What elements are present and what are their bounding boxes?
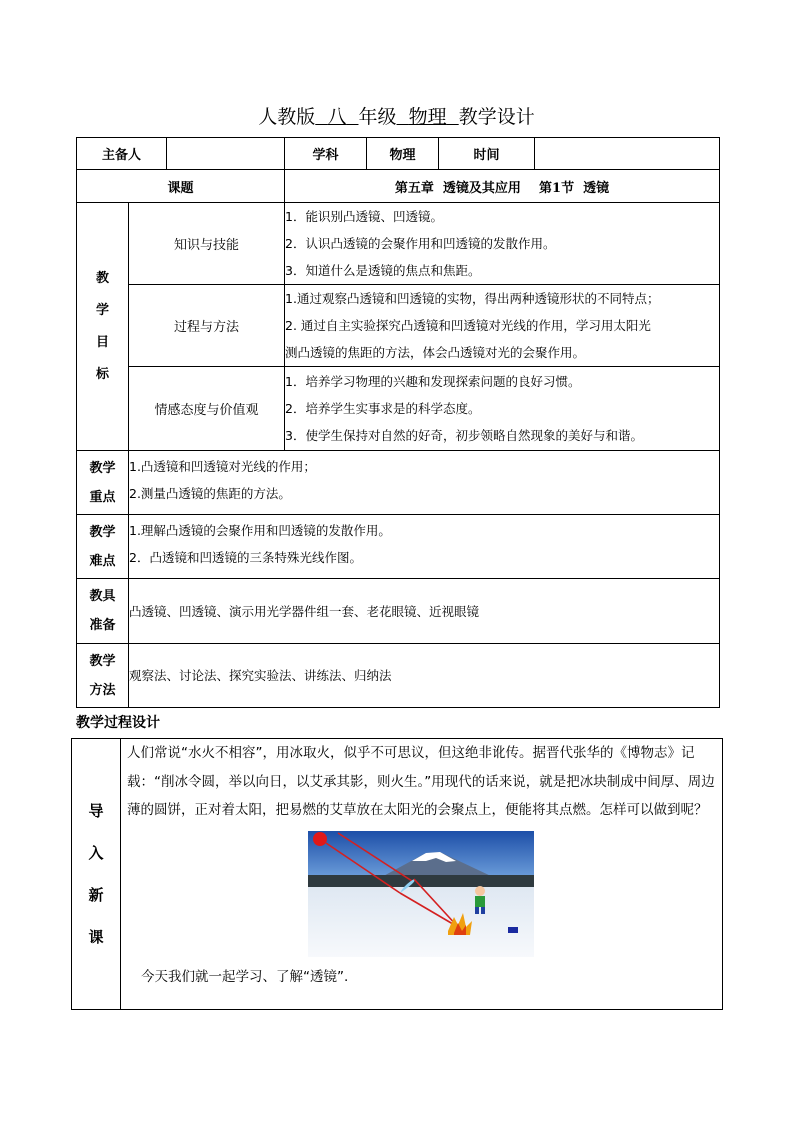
- knowledge-label: 知识与技能: [129, 203, 285, 285]
- goal-knowledge-row: [77, 203, 720, 285]
- zhongdian-row: [77, 451, 720, 515]
- fangfa-content: [129, 644, 720, 708]
- knowledge-line: 1．能识别凸透镜、凹透镜。: [285, 209, 443, 224]
- process-heading: 教学过程设计: [76, 715, 160, 731]
- zhongdian-line: 1.凸透镜和凹透镜对光线的作用；: [129, 459, 316, 474]
- emotion-line: 1．培养学习物理的兴趣和发现探索问题的良好习惯。: [285, 374, 581, 389]
- intro-paragraph: 人们常说“水火不相容”，用冰取火，似乎不可思议，但这绝非讹传。据晋代张华的《博物志》记载：“削冰令圆，举以向日，以艾承其影，则火生。”用现代的话来说，就是把冰块制成中间厚、周边薄的圆饼，正对着太阳，把易燃的艾草放在太阳光的会聚点上，便能将其点燃。怎样可以做到呢？: [127, 745, 715, 818]
- process-label: 过程与方法: [129, 285, 285, 367]
- keti-label: 课题: [77, 170, 285, 203]
- jiaoju-row: [77, 579, 720, 644]
- knowledge-line: 3．知道什么是透镜的焦点和焦距。: [285, 263, 481, 278]
- nandian-label: 教学 难点: [77, 515, 129, 579]
- fangfa-row: [77, 644, 720, 708]
- header-row: [77, 138, 720, 170]
- nandian-line: 2．凸透镜和凹透镜的三条特殊光线作图。: [129, 550, 362, 565]
- emotion-content: [285, 367, 720, 451]
- ice-lens-fire-illustration: [308, 831, 534, 957]
- intro-row: [72, 739, 723, 1010]
- title-suffix: 教学设计: [458, 106, 535, 128]
- page-title: [0, 102, 793, 129]
- bucket-icon: [508, 927, 518, 933]
- lesson-plan-table: [76, 137, 720, 708]
- keti-value: 第五章 透镜及其应用 第1节 透镜: [285, 170, 720, 203]
- jiaoju-label: 教具 准备: [77, 579, 129, 644]
- snowfield: [308, 887, 534, 957]
- process-line: 2. 通过自主实验探究凸透镜和凹透镜对光线的作用，学习用太阳光: [285, 318, 651, 333]
- emotion-line: 2．培养学生实事求是的科学态度。: [285, 401, 481, 416]
- shijian-value: [535, 138, 720, 170]
- fangfa-text: 观察法、讨论法、探究实验法、讲练法、归纳法: [129, 668, 392, 683]
- process-line: 1.通过观察凸透镜和凹透镜的实物，得出两种透镜形状的不同特点；: [285, 291, 660, 306]
- sun-icon: [313, 832, 327, 846]
- process-line: 测凸透镜的焦距的方法，体会凸透镜对光的会聚作用。: [285, 345, 586, 360]
- intro-content: [121, 739, 723, 1010]
- emotion-line: 3．使学生保持对自然的好奇，初步领略自然现象的美好与和谐。: [285, 428, 643, 443]
- keti-row: [77, 170, 720, 203]
- title-subject: 物理: [408, 106, 447, 128]
- process-content: [285, 285, 720, 367]
- nandian-content: [129, 515, 720, 579]
- intro-closing: 今天我们就一起学习、了解“透镜”.: [141, 968, 349, 985]
- title-prefix: 人教版: [258, 106, 316, 128]
- zhubeiren-value: [167, 138, 285, 170]
- title-grade: 八: [327, 106, 347, 128]
- zhubeiren-label: 主备人: [77, 138, 167, 170]
- xueke-value: 物理: [367, 138, 439, 170]
- jiaoju-text: 凸透镜、凹透镜、演示用光学器件组一套、老花眼镜、近视眼镜: [129, 603, 480, 619]
- zhongdian-label: 教学 重点: [77, 451, 129, 515]
- nandian-row: [77, 515, 720, 579]
- zhongdian-line: 2.测量凸透镜的焦距的方法。: [129, 486, 291, 501]
- goal-process-row: [77, 285, 720, 367]
- jiaoju-content: [129, 579, 720, 644]
- goals-label: 教 学 目 标: [77, 203, 129, 451]
- emotion-label: 情感态度与价值观: [129, 367, 285, 451]
- shijian-label: 时间: [439, 138, 535, 170]
- knowledge-line: 2．认识凸透镜的会聚作用和凹透镜的发散作用。: [285, 236, 556, 251]
- knowledge-content: [285, 203, 720, 285]
- nandian-line: 1.理解凸透镜的会聚作用和凹透镜的发散作用。: [129, 523, 391, 538]
- intro-label: 导 入 新 课: [72, 739, 121, 1010]
- xueke-label: 学科: [285, 138, 367, 170]
- goal-emotion-row: [77, 367, 720, 451]
- zhongdian-content: [129, 451, 720, 515]
- intro-table: [71, 738, 723, 1010]
- fangfa-label: 教学 方法: [77, 644, 129, 708]
- title-mid: 年级: [358, 106, 397, 128]
